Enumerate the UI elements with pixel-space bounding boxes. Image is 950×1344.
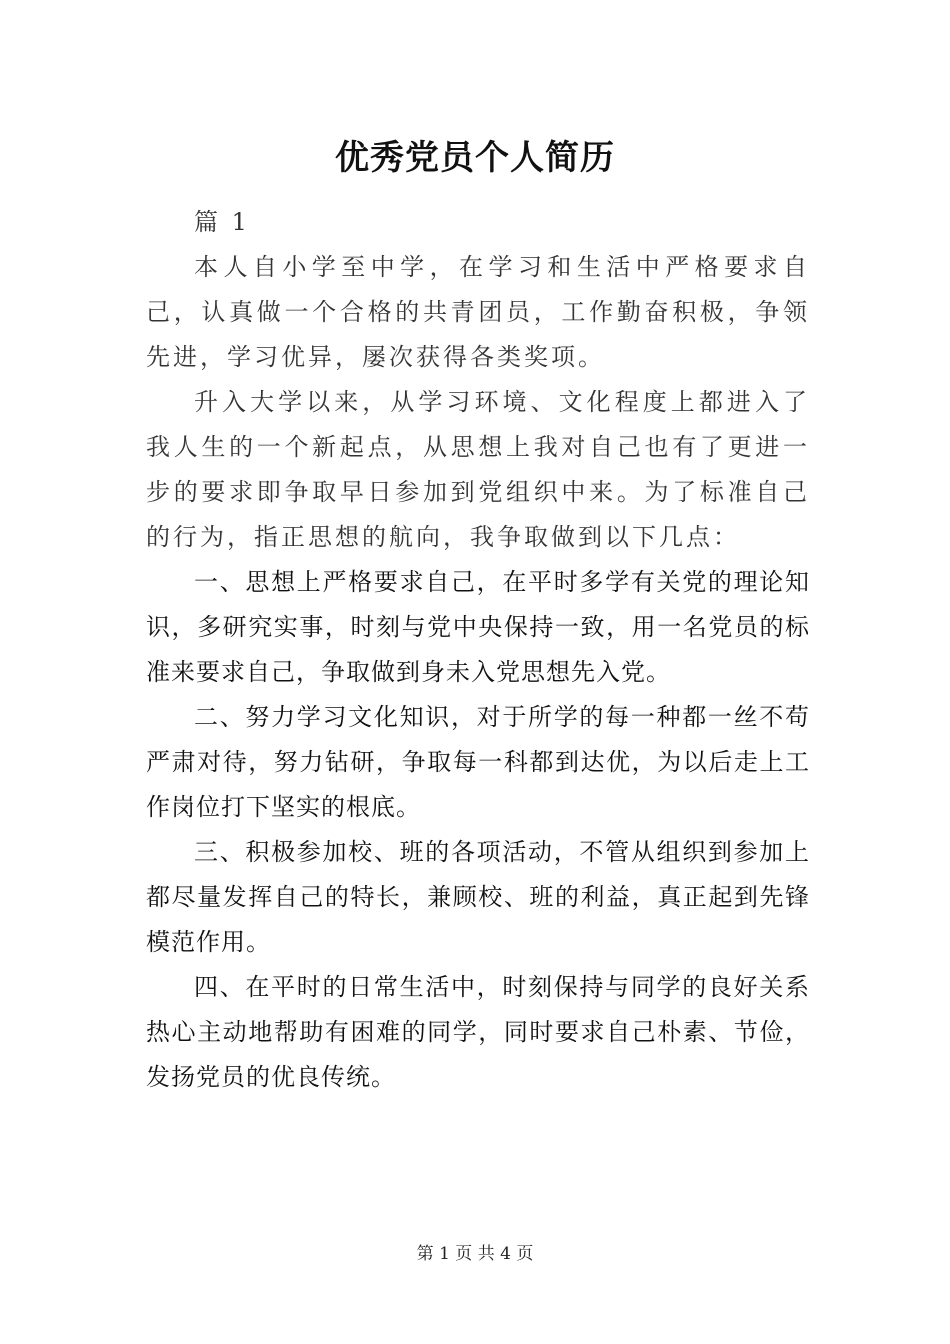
paragraph-point-4: 四、在平时的日常生活中，时刻保持与同学的良好关系热心主动地帮助有困难的同学，同时要求自己朴素、节俭，发扬党员的优良传统。 [146, 973, 810, 1091]
section-label: 篇 1 [194, 208, 250, 236]
paragraph-point-1: 一、思想上严格要求自己，在平时多学有关党的理论知识，多研究实事，时刻与党中央保持一致，用一名党员的标准来要求自己，争取做到身未入党思想先入党。 [146, 568, 810, 686]
paragraph-point-2: 二、努力学习文化知识，对于所学的每一种都一丝不苟严肃对待，努力钻研，争取每一科都到达优，为以后走上工作岗位打下坚实的根底。 [146, 703, 810, 821]
paragraph-intro: 本人自小学至中学，在学习和生活中严格要求自己，认真做一个合格的共青团员，工作勤奋积极，争领先进，学习优异，屡次获得各类奖项。 [146, 253, 810, 371]
page-indicator: 第 1 页 共 4 页 [416, 1244, 534, 1264]
document-title: 优秀党员个人简历 [335, 138, 615, 178]
paragraph-point-3: 三、积极参加校、班的各项活动，不管从组织到参加上都尽量发挥自己的特长，兼顾校、班的利益，真正起到先锋模范作用。 [146, 838, 810, 956]
paragraph-university: 升入大学以来，从学习环境、文化程度上都进入了我人生的一个新起点，从思想上我对自己也有了更进一步的要求即争取早日参加到党组织中来。为了标准自己的行为，指正思想的航向，我争取做到以下几点： [146, 388, 810, 551]
document-body [146, 200, 810, 1100]
